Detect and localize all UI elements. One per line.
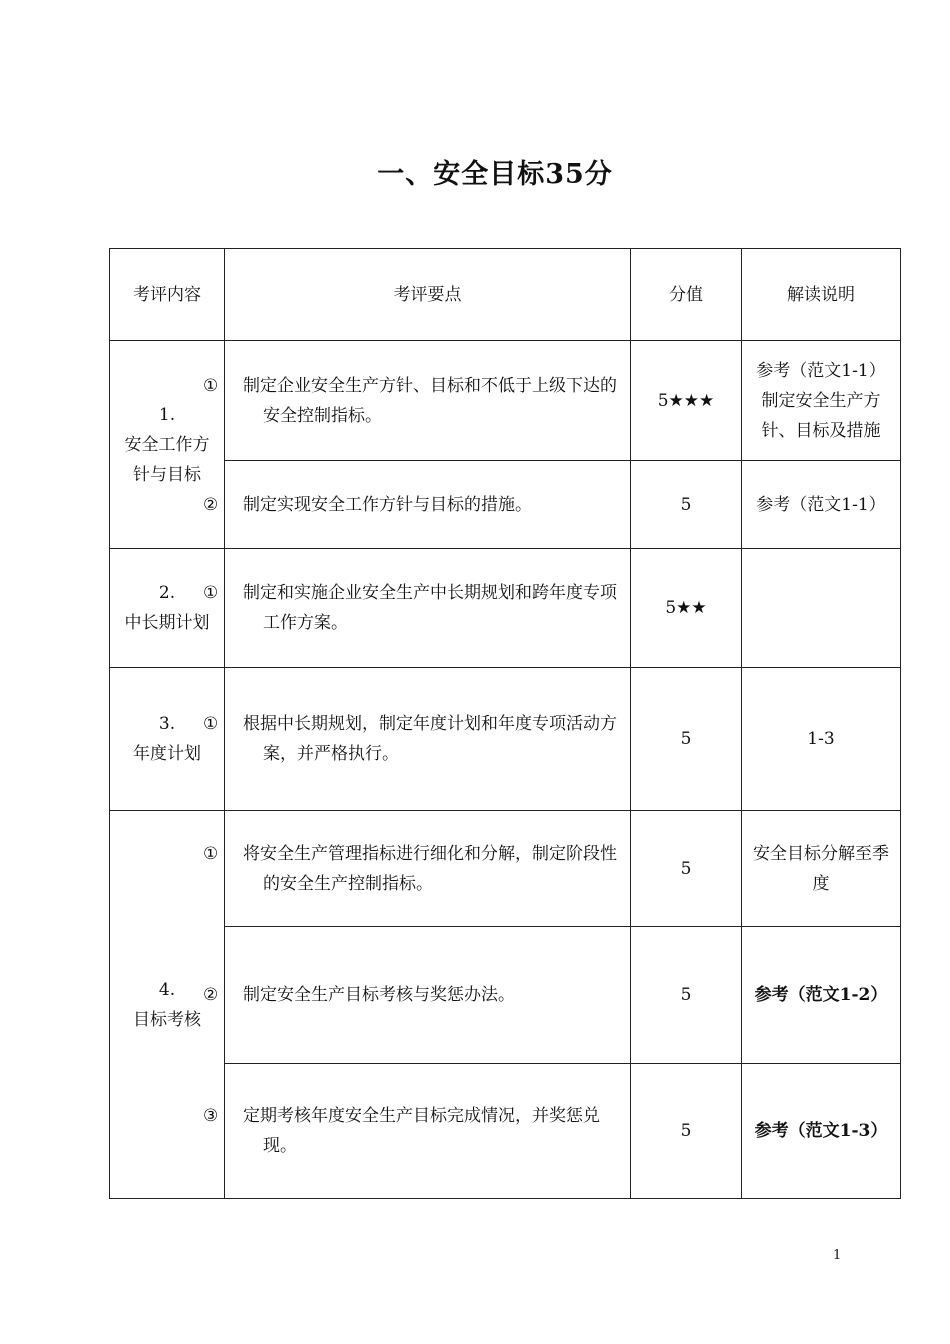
content-name: 安全工作方针与目标 [124,434,210,485]
evaluation-table [109,248,901,1199]
point-cell: ① 根据中长期规划，制定年度计划和年度专项活动方案，并严格执行。 [225,668,631,811]
content-name: 目标考核 [133,1009,201,1030]
header-points: 考评要点 [225,249,631,341]
table-row [110,549,901,668]
note-cell [742,549,901,668]
point-text: 制定实现安全工作方针与目标的措施。 [243,494,532,515]
point-text: 制定企业安全生产方针、目标和不低于上级下达的安全控制指标。 [243,375,617,426]
note-cell: 参考（范文1-1）制定安全生产方针、目标及措施 [742,341,901,461]
table-header-row [110,249,901,341]
score-cell: 5 [631,927,742,1064]
content-number: 4. [158,979,176,1000]
content-name: 中长期计划 [124,613,210,633]
table-row [110,668,901,811]
table-row [110,811,901,927]
page-title: 一、安全目标35分 [377,159,613,190]
point-cell: ① 将安全生产管理指标进行细化和分解，制定阶段性的安全生产控制指标。 [225,811,631,927]
point-text: 根据中长期规划，制定年度计划和年度专项活动方案，并严格执行。 [243,714,617,764]
note-cell: 参考（范文1-3） [742,1064,901,1199]
score-cell: 5★★★ [631,341,742,461]
note-cell: 参考（范文1-1） [742,461,901,549]
point-text: 制定和实施企业安全生产中长期规划和跨年度专项工作方案。 [243,583,617,633]
point-cell: ① 制定和实施企业安全生产中长期规划和跨年度专项工作方案。 [225,549,631,668]
point-text: 制定安全生产目标考核与奖惩办法。 [243,985,515,1005]
point-cell: ② 制定实现安全工作方针与目标的措施。 [225,461,631,549]
content-number: 1. [158,404,176,425]
note-cell: 参考（范文1-2） [742,927,901,1064]
header-score: 分值 [631,249,742,341]
point-text: 定期考核年度安全生产目标完成情况，并奖惩兑现。 [243,1106,600,1156]
score-cell: 5 [631,461,742,549]
score-cell: 5 [631,811,742,927]
point-cell: ② 制定安全生产目标考核与奖惩办法。 [225,927,631,1064]
score-cell: 5 [631,1064,742,1199]
header-note: 解读说明 [742,249,901,341]
content-cell [110,341,225,549]
content-number: 2. [158,583,176,603]
note-cell: 1-3 [742,668,901,811]
table-row [110,461,901,549]
note-cell: 安全目标分解至季度 [742,811,901,927]
page-number: 1 [833,1248,842,1263]
table-row [110,927,901,1064]
point-cell: ① 制定企业安全生产方针、目标和不低于上级下达的安全控制指标。 [225,341,631,461]
content-cell [110,668,225,811]
content-cell [110,549,225,668]
point-text: 将安全生产管理指标进行细化和分解，制定阶段性的安全生产控制指标。 [243,843,617,894]
score-cell: 5★★ [631,549,742,668]
content-number: 3. [158,714,176,734]
header-content: 考评内容 [110,249,225,341]
content-name: 年度计划 [133,744,201,764]
table-row [110,1064,901,1199]
point-cell: ③ 定期考核年度安全生产目标完成情况，并奖惩兑现。 [225,1064,631,1199]
table-row [110,341,901,461]
score-cell: 5 [631,668,742,811]
